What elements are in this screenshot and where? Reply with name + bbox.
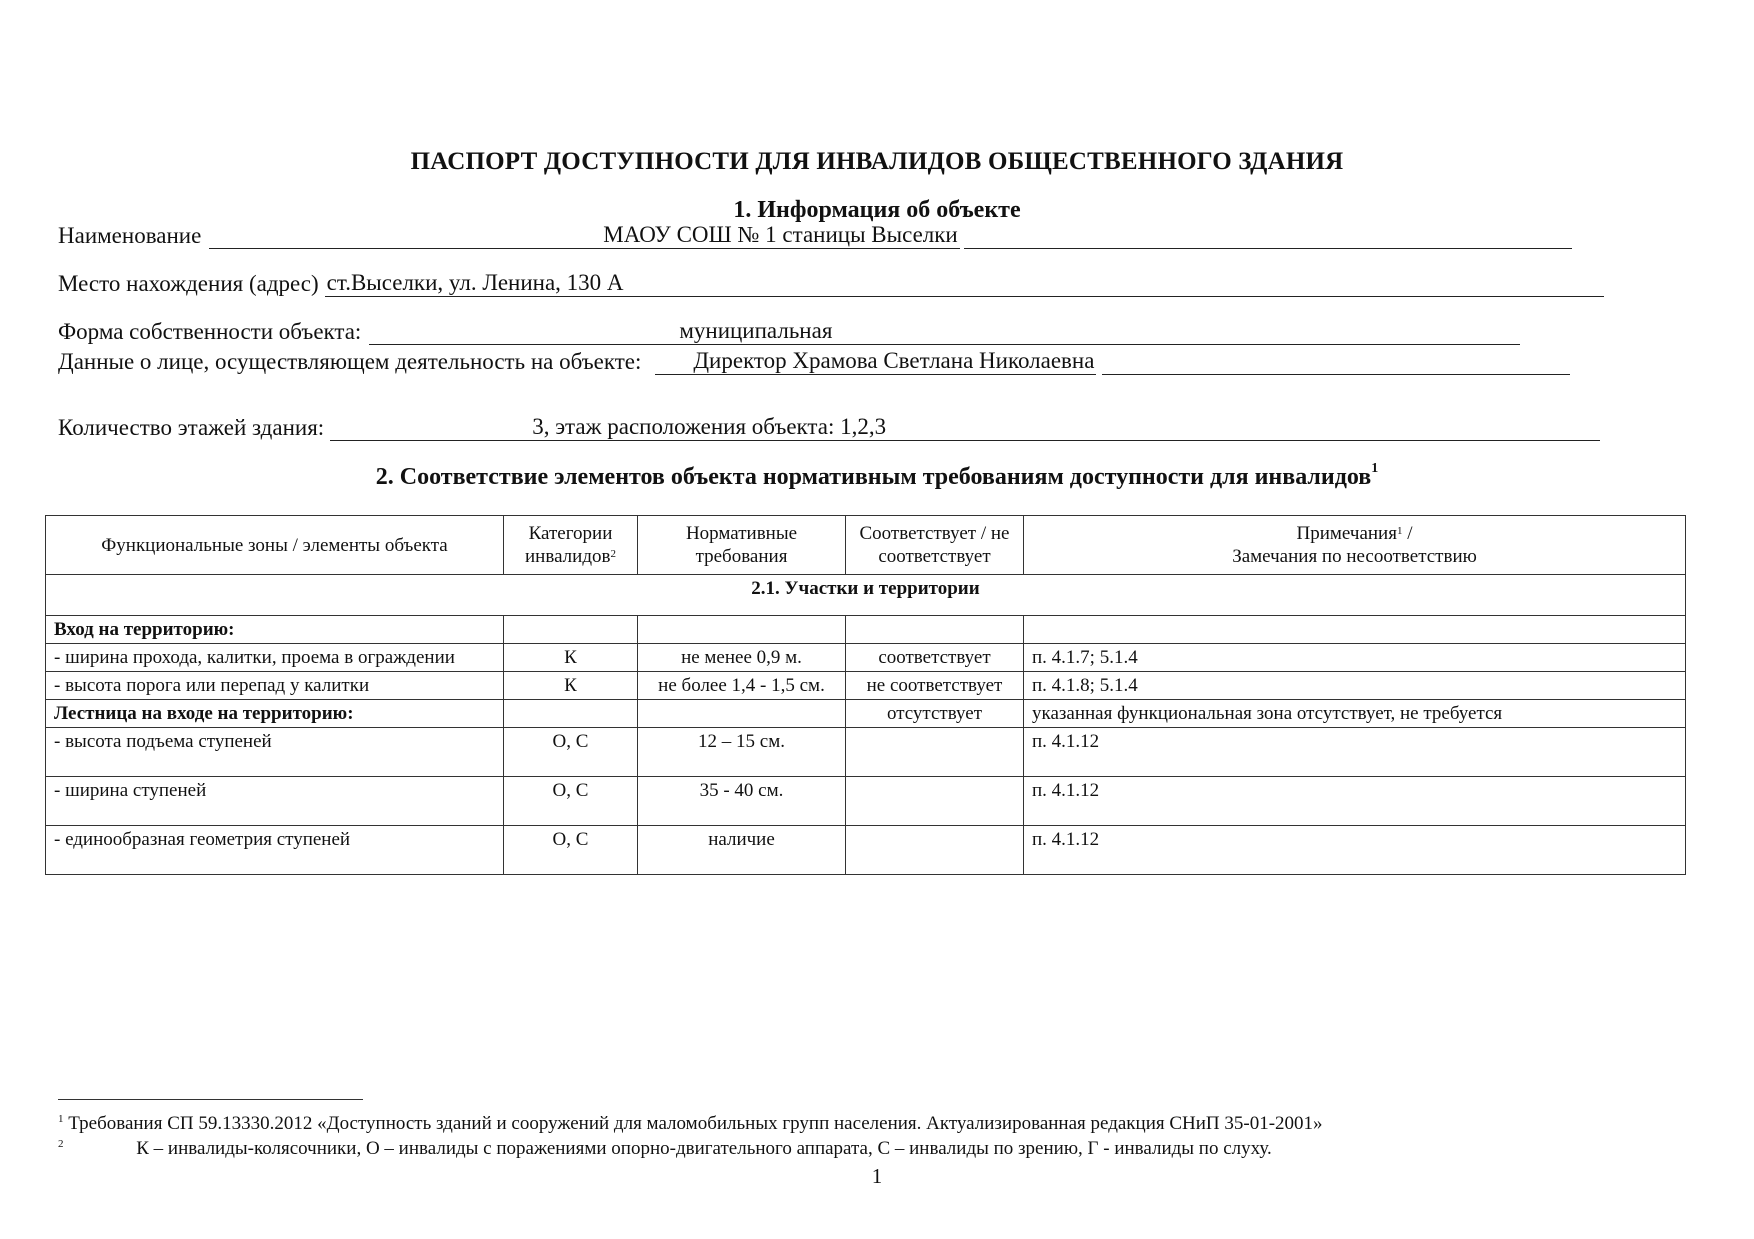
blank-line <box>330 418 530 441</box>
table-row: - ширина ступеней О, С 35 - 40 см. п. 4.1.12 <box>46 777 1686 826</box>
blank-line <box>834 322 1520 345</box>
blank-line <box>369 322 677 345</box>
accessibility-table <box>45 515 1686 875</box>
footnote-separator <box>58 1099 363 1100</box>
section1-heading: 1. Информация об объекте <box>733 197 1021 223</box>
ownership-value: муниципальная <box>679 318 833 343</box>
blank-line <box>209 226 601 249</box>
person-label: Данные о лице, осуществляющем деятельность на объекте: <box>58 349 642 374</box>
person-line <box>58 348 1570 375</box>
blank-line <box>655 352 691 375</box>
header-categories: Категории инвалидов$^2$ <box>504 516 638 575</box>
header-zones: Функциональные зоны / элементы объекта <box>46 516 504 575</box>
header-compliance: Соответствует / не соответствует <box>846 516 1024 575</box>
footnote-ref: 1 <box>1371 461 1379 476</box>
footnote-2 <box>58 1138 1272 1160</box>
floors-line <box>58 414 1600 441</box>
blank-line <box>964 226 1572 249</box>
name-value: МАОУ СОШ № 1 станицы Выселки <box>603 222 958 247</box>
person-value: Директор Храмова Светлана Николаевна <box>693 348 1095 373</box>
subsection-row <box>46 575 1686 616</box>
section2-heading-text: 2. Соответствие элементов объекта нормативным требованиям доступности для инвалидов <box>375 464 1372 490</box>
floors-label: Количество этажей здания: <box>58 415 325 440</box>
table-row: Лестница на входе на территорию: отсутствует указанная функциональная зона отсутствует, не требуется <box>46 700 1686 728</box>
floors-value: 3, этаж расположения объекта: 1,2,3 <box>532 414 887 439</box>
address-label: Место нахождения (адрес) <box>58 271 319 296</box>
footnote-mark: 1 <box>58 1113 64 1125</box>
page-number: 1 <box>871 1164 883 1188</box>
document-title: ПАСПОРТ ДОСТУПНОСТИ ДЛЯ ИНВАЛИДОВ ОБЩЕСТВЕННОГО ЗДАНИЯ <box>410 148 1344 175</box>
table-header-row <box>46 516 1686 575</box>
footnote-1-text: Требования СП 59.13330.2012 «Доступность зданий и сооружений для маломобильных групп населения. Актуализированная редакция СНиП 35-01-2001» <box>68 1113 1323 1134</box>
header-norms: Нормативные требования <box>638 516 846 575</box>
name-label: Наименование <box>58 223 202 248</box>
ownership-line <box>58 318 1520 345</box>
footnote-1 <box>58 1113 1323 1135</box>
table-row: - единообразная геометрия ступеней О, С наличие п. 4.1.12 <box>46 826 1686 875</box>
blank-line <box>1102 352 1570 375</box>
table-row: - ширина прохода, калитки, проема в ограждении К не менее 0,9 м. соответствует п. 4.1.7; 5.1.4 <box>46 644 1686 672</box>
section2-heading <box>0 461 1754 491</box>
header-notes: Примечания$^1$ / Замечания по несоответствию <box>1024 516 1686 575</box>
table-row: - высота порога или перепад у калитки К не более 1,4 - 1,5 см. не соответствует п. 4.1.8; 5.1.4 <box>46 672 1686 700</box>
footnote-2-text: К – инвалиды-колясочники, О – инвалиды с поражениями опорно-двигательного аппарата, С – инвалиды по зрению, Г - инвалиды по слуху. <box>136 1138 1272 1159</box>
footnote-mark: 2 <box>58 1138 64 1150</box>
address-value: ст.Выселки, ул. Ленина, 130 А <box>326 270 624 295</box>
ownership-label: Форма собственности объекта: <box>58 319 362 344</box>
blank-line <box>888 418 1600 441</box>
blank-line <box>626 274 1604 297</box>
table-row: - высота подъема ступеней О, С 12 – 15 см. п. 4.1.12 <box>46 728 1686 777</box>
table-row: Вход на территорию: <box>46 616 1686 644</box>
subsection-title: 2.1. Участки и территории <box>46 575 1686 616</box>
name-line <box>58 222 1572 249</box>
address-line <box>58 270 1604 297</box>
